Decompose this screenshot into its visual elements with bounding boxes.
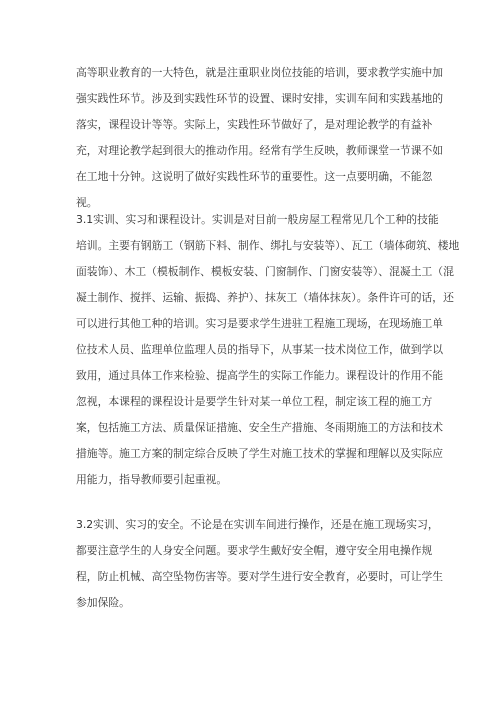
text-line: 措施等。施工方案的制定综合反映了学生对施工技术的掌握和理解以及实际应 <box>76 447 444 460</box>
text-line: 视。 <box>76 196 98 209</box>
text-line: 都要注意学生的人身安全问题。要求学生戴好安全帽，遵守安全用电操作规 <box>76 544 433 557</box>
paragraph-section-3-2 <box>76 512 444 616</box>
text-line: 凝土制作、搅拌、运输、振捣、养护）、抹灰工（墙体抹灰）。条件许可的话，还 <box>76 291 454 304</box>
text-line: 强实践性环节。涉及到实践性环节的设置、课时安排，实训车间和实践基地的 <box>76 92 444 105</box>
text-line: 在工地十分钟。这说明了做好实践性环节的重要性。这一点要明确，不能忽 <box>76 170 433 183</box>
text-line: 参加保险。 <box>76 596 130 609</box>
text-line: 致用，通过具体工作来检验、提高学生的实际工作能力。课程设计的作用不能 <box>76 369 444 382</box>
text-line: 忽视，本课程的课程设计是要学生针对某一单位工程，制定该工程的施工方 <box>76 395 433 408</box>
text-line: 位技术人员、监理单位监理人员的指导下，从事某一技术岗位工作，做到学以 <box>76 343 444 356</box>
text-line: 培训。主要有钢筋工（钢筋下料、制作、绑扎与安装等）、瓦工（墙体砌筑、楼地 <box>76 239 460 252</box>
text-line: 3.1实训、实习和课程设计。实训是对目前一般房屋工程常见几个工种的技能 <box>76 213 439 226</box>
text-line: 案，包括施工方法、质量保证措施、安全生产措施、冬雨期施工的方法和技术 <box>76 421 444 434</box>
text-line: 落实，课程设计等等。实际上，实践性环节做好了，是对理论教学的有益补 <box>76 118 433 131</box>
paragraph-practice-importance <box>76 60 444 216</box>
text-line: 3.2实训、实习的安全。不论是在实训车间进行操作，还是在施工现场实习， <box>76 518 439 531</box>
text-line: 充，对理论教学起到很大的推动作用。经常有学生反映，教师课堂一节课不如 <box>76 144 444 157</box>
text-line: 可以进行其他工种的培训。实习是要求学生进驻工程施工现场，在现场施工单 <box>76 317 444 330</box>
text-line: 程，防止机械、高空坠物伤害等。要对学生进行安全教育，必要时，可让学生 <box>76 570 444 583</box>
paragraph-section-3-1 <box>76 207 460 493</box>
text-line: 面装饰）、木工（模板制作、模板安装、门窗制作、门窗安装等）、混凝土工（混 <box>76 265 454 278</box>
text-line: 用能力，指导教师要引起重视。 <box>76 473 228 486</box>
text-line: 高等职业教育的一大特色，就是注重职业岗位技能的培训，要求教学实施中加 <box>76 66 444 79</box>
